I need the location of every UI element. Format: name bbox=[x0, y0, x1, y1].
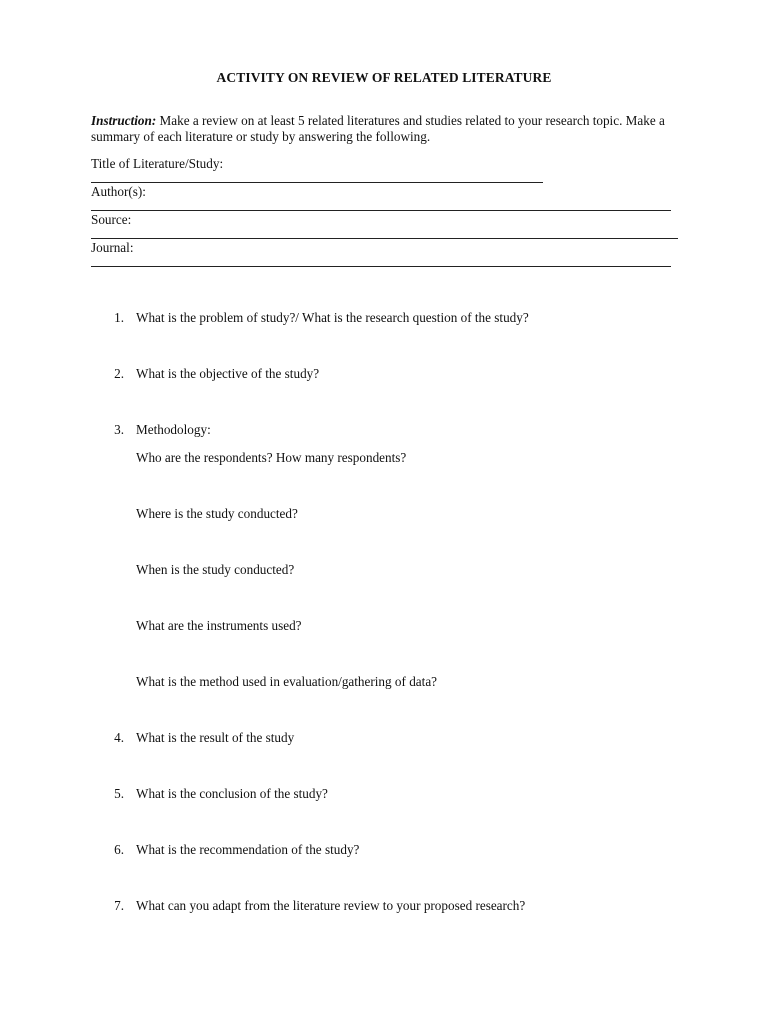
instruction-label: Instruction: bbox=[91, 113, 157, 128]
field-journal-label: Journal: bbox=[91, 240, 134, 255]
question-text: What is the conclusion of the study? bbox=[136, 786, 328, 801]
field-title-label: Title of Literature/Study: bbox=[91, 156, 224, 171]
question-text: What can you adapt from the literature review to your proposed research? bbox=[136, 898, 526, 913]
question-number: 2. bbox=[114, 366, 124, 381]
field-source-label: Source: bbox=[91, 212, 132, 227]
methodology-subquestion: When is the study conducted? bbox=[136, 562, 295, 577]
question-text: What is the recommendation of the study? bbox=[136, 842, 360, 857]
document-title: ACTIVITY ON REVIEW OF RELATED LITERATURE bbox=[216, 70, 552, 85]
question-number: 5. bbox=[114, 786, 124, 801]
instruction-paragraph bbox=[91, 113, 671, 145]
methodology-subquestion: What is the method used in evaluation/gathering of data? bbox=[136, 674, 438, 689]
field-authors-label: Author(s): bbox=[91, 184, 146, 199]
question-text: What is the objective of the study? bbox=[136, 366, 320, 381]
journal-blank-line bbox=[91, 266, 671, 267]
question-number: 7. bbox=[114, 898, 124, 913]
question-text: What is the result of the study bbox=[136, 730, 295, 745]
methodology-subquestion: Who are the respondents? How many respondents? bbox=[136, 450, 407, 465]
question-number: 4. bbox=[114, 730, 124, 745]
question-text: What is the problem of study?/ What is the research question of the study? bbox=[136, 310, 529, 325]
instruction-text: Make a review on at least 5 related literatures and studies related to your research topic. Make a summary of each literature or study by answering the following. bbox=[91, 113, 665, 144]
title-blank-line bbox=[91, 182, 543, 183]
methodology-subquestion: Where is the study conducted? bbox=[136, 506, 298, 521]
methodology-subquestion: What are the instruments used? bbox=[136, 618, 302, 633]
question-number: 1. bbox=[114, 310, 124, 325]
question-number: 3. bbox=[114, 422, 124, 437]
question-text: Methodology: bbox=[136, 422, 211, 437]
question-number: 6. bbox=[114, 842, 124, 857]
authors-blank-line bbox=[91, 210, 671, 211]
source-blank-line bbox=[91, 238, 678, 239]
